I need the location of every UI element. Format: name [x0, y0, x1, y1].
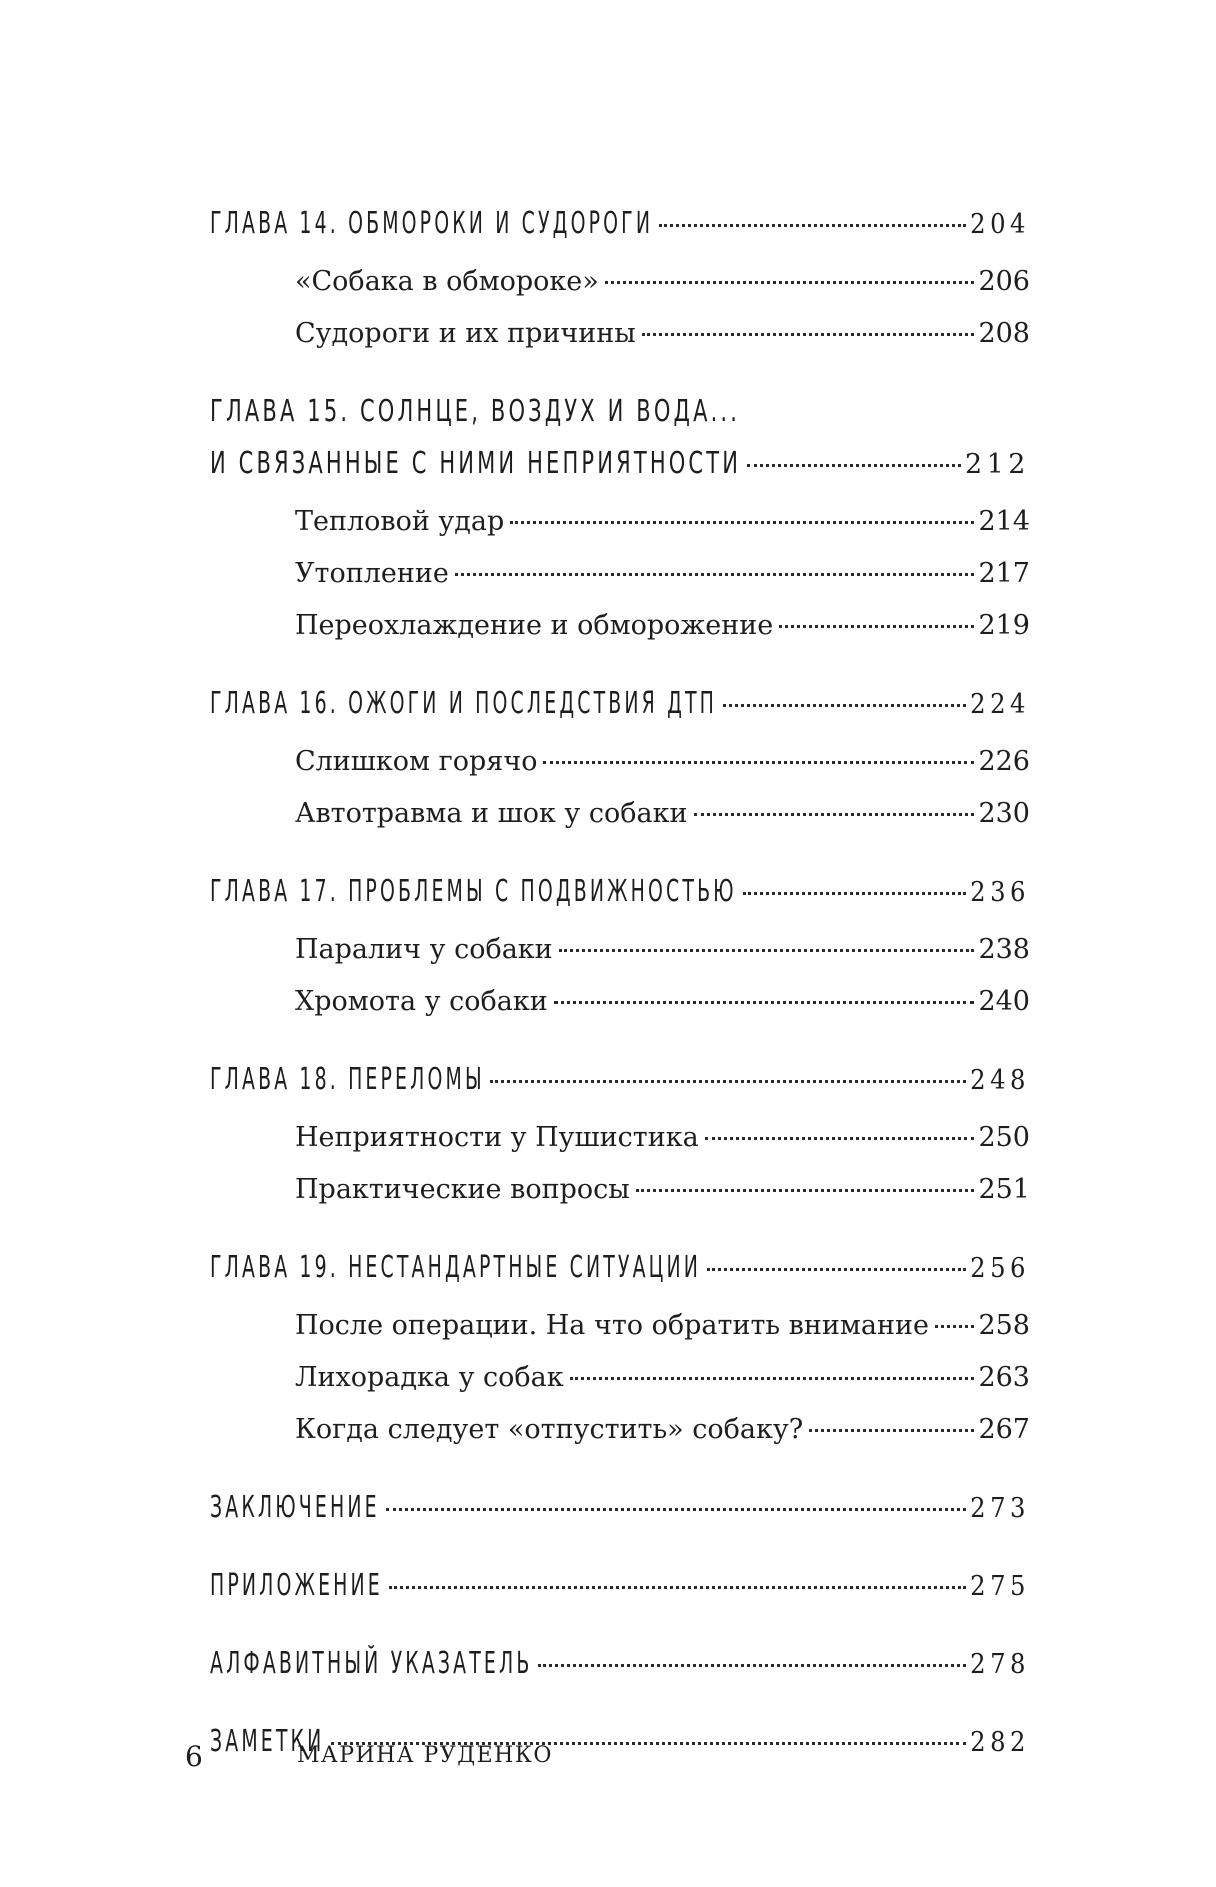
chapter-title-line1	[210, 386, 1030, 438]
dot-leader	[642, 333, 975, 336]
table-of-contents	[210, 198, 1030, 1774]
chapter-title: ГЛАВА 17. ПРОБЛЕМЫ С ПОДВИЖНОСТЬЮ	[210, 874, 737, 909]
toc-chapter-19[interactable]	[210, 1242, 1030, 1294]
section-title: После операции. На что обратить внимание	[295, 1310, 929, 1341]
toc-index[interactable]	[210, 1638, 1030, 1690]
dot-leader	[779, 625, 974, 628]
page-number: 224	[970, 689, 1030, 720]
page-number: 230	[978, 798, 1030, 829]
page-number: 226	[978, 746, 1030, 777]
page-number: 263	[978, 1362, 1030, 1393]
footer-page-number: 6	[185, 1740, 203, 1773]
page-number: 204	[970, 209, 1030, 240]
section-title: Автотравма и шок у собаки	[295, 798, 688, 829]
page-footer	[0, 1740, 1216, 1780]
section-title: «Собака в обмороке»	[295, 266, 599, 297]
dot-leader	[554, 1001, 975, 1004]
chapter-title-line2	[210, 438, 1030, 490]
toc-chapter-17[interactable]	[210, 866, 1030, 918]
page-number: 208	[978, 318, 1030, 349]
toc-section[interactable]	[210, 736, 1030, 788]
toc-section[interactable]	[210, 1352, 1030, 1404]
dot-leader	[538, 1664, 966, 1667]
chapter-title: ПРИЛОЖЕНИЕ	[210, 1568, 383, 1603]
section-title: Практические вопросы	[295, 1174, 630, 1205]
page-number: 248	[970, 1065, 1030, 1096]
page-number: 278	[970, 1649, 1030, 1680]
section-title: Неприятности у Пушистика	[295, 1122, 699, 1153]
dot-leader	[747, 464, 961, 467]
toc-appendix[interactable]	[210, 1560, 1030, 1612]
page-number: 212	[964, 449, 1030, 480]
dot-leader	[705, 1137, 975, 1140]
dot-leader	[636, 1189, 975, 1192]
footer-author: МАРИНА РУДЕНКО	[297, 1743, 553, 1768]
dot-leader	[490, 1080, 966, 1083]
chapter-title: ГЛАВА 19. НЕСТАНДАРТНЫЕ СИТУАЦИИ	[210, 1250, 702, 1285]
page-number: 240	[978, 986, 1030, 1017]
toc-section[interactable]	[210, 924, 1030, 976]
dot-leader	[694, 813, 975, 816]
page-number: 219	[978, 610, 1030, 641]
dot-leader	[510, 521, 974, 524]
section-title: Когда следует «отпустить» собаку?	[295, 1414, 804, 1445]
chapter-title-part: И СВЯЗАННЫЕ С НИМИ НЕПРИЯТНОСТИ	[210, 446, 742, 481]
chapter-title: АЛФАВИТНЫЙ УКАЗАТЕЛЬ	[210, 1646, 533, 1681]
dot-leader	[559, 949, 975, 952]
dot-leader	[455, 573, 975, 576]
chapter-title: ГЛАВА 14. ОБМОРОКИ И СУДОРОГИ	[210, 206, 654, 241]
toc-chapter-15[interactable]	[210, 386, 1030, 490]
toc-section[interactable]	[210, 548, 1030, 600]
dot-leader	[386, 1508, 966, 1511]
dot-leader	[543, 761, 974, 764]
chapter-title: ЗАМЕТКИ	[210, 1724, 325, 1759]
dot-leader	[935, 1325, 975, 1328]
section-title: Хромота у собаки	[295, 986, 548, 1017]
toc-section[interactable]	[210, 1164, 1030, 1216]
chapter-title: ГЛАВА 18. ПЕРЕЛОМЫ	[210, 1062, 485, 1097]
page-number: 267	[978, 1414, 1030, 1445]
toc-section[interactable]	[210, 1300, 1030, 1352]
page-number: 238	[978, 934, 1030, 965]
page-number: 206	[978, 266, 1030, 297]
section-title: Лихорадка у собак	[295, 1362, 564, 1393]
dot-leader	[570, 1377, 975, 1380]
dot-leader	[723, 704, 966, 707]
section-title: Переохлаждение и обморожение	[295, 610, 774, 641]
dot-leader	[809, 1429, 974, 1432]
dot-leader	[707, 1268, 967, 1271]
dot-leader	[659, 224, 966, 227]
toc-section[interactable]	[210, 1112, 1030, 1164]
section-title: Судороги и их причины	[295, 318, 636, 349]
page-number: 236	[970, 877, 1030, 908]
chapter-title: ГЛАВА 16. ОЖОГИ И ПОСЛЕДСТВИЯ ДТП	[210, 686, 718, 721]
dot-leader	[605, 281, 975, 284]
toc-section[interactable]	[210, 256, 1030, 308]
page-number: 256	[970, 1253, 1030, 1284]
toc-section[interactable]	[210, 496, 1030, 548]
dot-leader	[743, 892, 966, 895]
page-number: 217	[978, 558, 1030, 589]
page-number: 251	[978, 1174, 1030, 1205]
toc-conclusion[interactable]	[210, 1482, 1030, 1534]
toc-chapter-16[interactable]	[210, 678, 1030, 730]
dot-leader	[389, 1586, 966, 1589]
page-number: 282	[970, 1727, 1030, 1758]
page-number: 258	[978, 1310, 1030, 1341]
toc-section[interactable]	[210, 976, 1030, 1028]
page-number: 275	[970, 1571, 1030, 1602]
section-title: Утопление	[295, 558, 449, 589]
section-title: Тепловой удар	[295, 506, 505, 537]
section-title: Слишком горячо	[295, 746, 538, 777]
toc-section[interactable]	[210, 1404, 1030, 1456]
chapter-title: ЗАКЛЮЧЕНИЕ	[210, 1490, 380, 1525]
page-number: 250	[978, 1122, 1030, 1153]
section-title: Паралич у собаки	[295, 934, 553, 965]
page-number: 273	[970, 1493, 1030, 1524]
chapter-title-part: ГЛАВА 15. СОЛНЦЕ, ВОЗДУХ И ВОДА...	[210, 394, 741, 429]
toc-chapter-14[interactable]	[210, 198, 1030, 250]
toc-section[interactable]	[210, 788, 1030, 840]
toc-section[interactable]	[210, 308, 1030, 360]
toc-chapter-18[interactable]	[210, 1054, 1030, 1106]
toc-section[interactable]	[210, 600, 1030, 652]
page-number: 214	[978, 506, 1030, 537]
